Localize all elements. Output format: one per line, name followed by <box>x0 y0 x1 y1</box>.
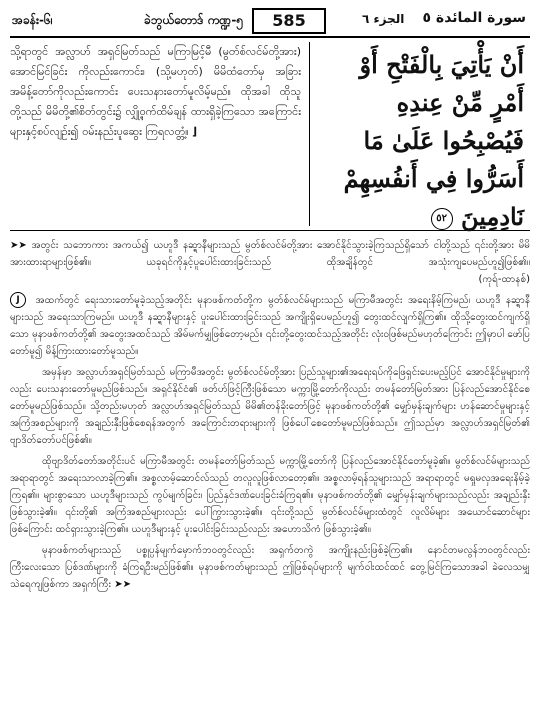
commentary-paragraph-1 <box>10 237 530 288</box>
commentary-text-1: အတွင်း သဘောကား အကယ်၍ ယဟူဒီ နဆ္ရာနီများသည် မွတ်စ်လင်မ်တို့အား အောင်နိုင်သွားခဲ့ကြသည်ရှိသော် ငါတို့သည် ၎င်းတို့အား မိမိအားထားရာများဖြစ်၏။ ယခုရင်ကိုနှင့်ပူပေါင်းထားခြင်းသည် ထိုအချိန်တွင် အသုံးကျပေမည်ဟူ၍ဖြစ်၏။ <box>10 240 530 268</box>
commentary-text-2: အထက်တွင် ရေးသားတော်မူခဲ့သည့်အတိုင်း မုနာဖစ်ကတ်တို့က မွတ်စ်လင်မ်များသည် မကြာမီအတွင်း အရေးနိမ့်ကြမည်၊ ယဟူဒီ နဆ္ရာနီများသည် အရေးသာကြမည်။ ယဟူဒီ နဆ္ရာနီများနှင့် ပူးပေါင်းထားခြင်းသည် အကျိုးရှိပေမည်ဟူ၍ တွေးထင်လျက်ရှိကြ၏။ ထိုသို့တွေးထင်ကျက်ရှိသော မုနာဖစ်ကတ်တို့၏ အတွေးအထင်သည် အိမ်မက်မျှဖြစ်တော့မည်။ ၎င်းတို့တွေးထင်သည့်အတိုင်း လုံးဝဖြစ်မည်မဟုတ်ကြောင်း ဤမှာပါ ဖော်ပြတော်မူ၍ မိန့်ကြားထားတော်မူသည်။ <box>10 295 530 357</box>
surah-title: سورة المائدة ٥ <box>422 10 526 26</box>
chapter-label: အခန်း-၆၊ <box>12 13 53 27</box>
commentary <box>10 231 530 593</box>
circled-letter-icon: J <box>10 292 26 308</box>
verse-section <box>10 38 530 231</box>
commentary-reference: (ကုရ်-ထာနစ်) <box>478 274 530 285</box>
juz-label: الجزء ٦ <box>362 12 405 26</box>
verse-number-icon: ٥٢ <box>431 208 453 230</box>
commentary-text-5: မုနာဖစ်ကတ်များသည် ပစ္စုပ္ပန်မျက်မှောက်ဘဝတွင်လည်း အရှက်တကွဲ အကျိုးနည်းဖြစ်ခဲ့ကြ၏။ နောင်တမလွန်ဘဝတွင်လည်း ကြီးလေးသော ပြစ်ဒဏ်များကို ခံကြရဦးမည်ဖြစ်၏။ မုနာဖစ်ကတ်များသည် ဤဖြစ်ရပ်များကို မျက်ဝါးထင်ထင် တွေ့မြင်ကြသောအခါ ခဲလေသမျှ သဲရေကျဖြစ်ကာ အရှက်ကြီး <box>10 545 530 590</box>
section-label: ခဲဘွယ်တောဒ် ကဏ္ဍ-၅ <box>144 13 244 27</box>
commentary-paragraph-4: ထိုဗျာဒိတ်တော်အတိုင်းပင် မကြာမီအတွင်း တမန်တော်မြတ်သည် မက္ကာမြို့တော်ကို ပြန်လည်အောင်နိုင်တော်မူခဲ့၏။ မွတ်စ်လင်မ်များသည် အရာရာတွင် အရေးသာလာခဲ့ကြ၏။ အစ္စလာမ့်ဆောင်လ်သည် တလူလူဖြစ်လာတော့၏။ အစ္စလာမ့်ရန်သူများသည် အရာရာတွင် မရှုမလှအရေးနိမ့်ခဲ့ကြရ၏။ များစွာသော ယဟူဒီများသည် ကွပ်မျက်ခြင်း၊ ပြည်နှင်ဒဏ်ပေးခြင်းခံကြရ၏။ မုနာဖစ်ကတ်တို့၏ မျှော်မှန်းချက်များသည်လည်း အချည်းနှီးဖြစ်သွားခဲ့၏။ ၎င်းတို့၏ အကြံအစည်များလည်း ပေါ်ကြွားသွားခဲ့၏။ ၎င်းတို့သည် မွတ်စ်လင်မ်များထံတွင် လူလိမ်များ အယောင်ဆောင်များဖြစ်ကြောင်း ထင်ရှားသွားခဲ့ကြ၏။ ယဟူဒီများနှင့် ပူးပေါင်းခြင်းသည်လည်း အဟောသိကံ ဖြစ်သွားခဲ့၏။ <box>10 456 530 535</box>
commentary-paragraph-3: အမှန်မှာ အလ္လာဟ်အရှင်မြတ်သည် မကြာမီအတွင်း မွတ်စ်လင်မ်တို့အား ပြည်သူများ၏အရေးရပ်ကိုဖြေရှင်းပေးမည့်ပြင် အောင်နိုင်မှုများကိုလည်း ပေးသနားတော်မူမည်ဖြစ်သည်။ အရှင်နိုင်ငံ၏ ဖတ်ဟ်ဖြင့်ကြီးဖြစ်သော မက္ကာမြို့တော်ကိုလည်း တမန်တော်မြတ်အား ပြန်လည်အောင်နိုင်စေတော်မူမည်ဖြစ်သည်။ သို့တည်းမဟုတ် အလ္လာဟ်အရှင်မြတ်သည် မိမိ၏တန်ခိုးတော်ဖြင့် မုနာဖစ်ကတ်တို့၏ မျှော်မှန်းချက်များ ဟန်ဆောင်မှုများနှင့် အကြံအစည်များကို အချည်းနှီးဖြစ်စေရန်အတွက် အကြောင်းတရားများကို ဖြစ်ပေါ်စေတော်မူမည်ဖြစ်သည်။ ဤသည်မှာ အလ္လာဟ်အရှင်မြတ်၏ ဗျာဒိတ်တော်ပင်ဖြစ်၏။ <box>10 367 530 446</box>
arabic-verse-text: أَنْ يَأْتِيَ بِالْفَتْحِ أَوْ أَمْرٍ مِّنْ عِندِهِ فَيُصْبِحُوا عَلَىٰ مَا أَسَرُّوا فِي أَنفُسِهِمْ نَادِمِينَ <box>343 50 524 231</box>
page-header <box>10 6 530 38</box>
commentary-paragraph-2 <box>10 292 530 360</box>
commentary-paragraph-5 <box>10 542 530 593</box>
translation-column <box>10 42 310 226</box>
arabic-verse <box>324 46 524 236</box>
continue-arrow-icon: ➤➤ <box>114 579 131 590</box>
page-number: 585 <box>252 8 326 34</box>
translation-text: သို့ရာတွင် အလ္လာဟ် အရှင်မြတ်သည် မကြာမြင့်မီ (မွတ်စ်လင်မ်တို့အား) အောင်မြင်ခြင်း ကိုလည်းကောင်း၊ (သို့မဟုတ်) မိမိထံတော်မှ အခြားအမိန့်တော်ကိုလည်းကောင်း ပေးသနားတော်မူလိမ့်မည်။ ထိုအခါ ထိုသူတို့သည် မိမိတို့၏စိတ်တွင်း၌ လျှို့ဝှက်ထိမ်ချန် ထားရှိခဲ့ကြသော အကြောင်းများနှင့်စပ်လျဉ်း၍ ဝမ်းနည်းပူဆွေး ကြရလတ္တံ့။ <box>10 45 301 138</box>
double-arrow-icon: ➤➤ <box>10 240 27 251</box>
close-bracket: ⌋ <box>192 125 198 138</box>
